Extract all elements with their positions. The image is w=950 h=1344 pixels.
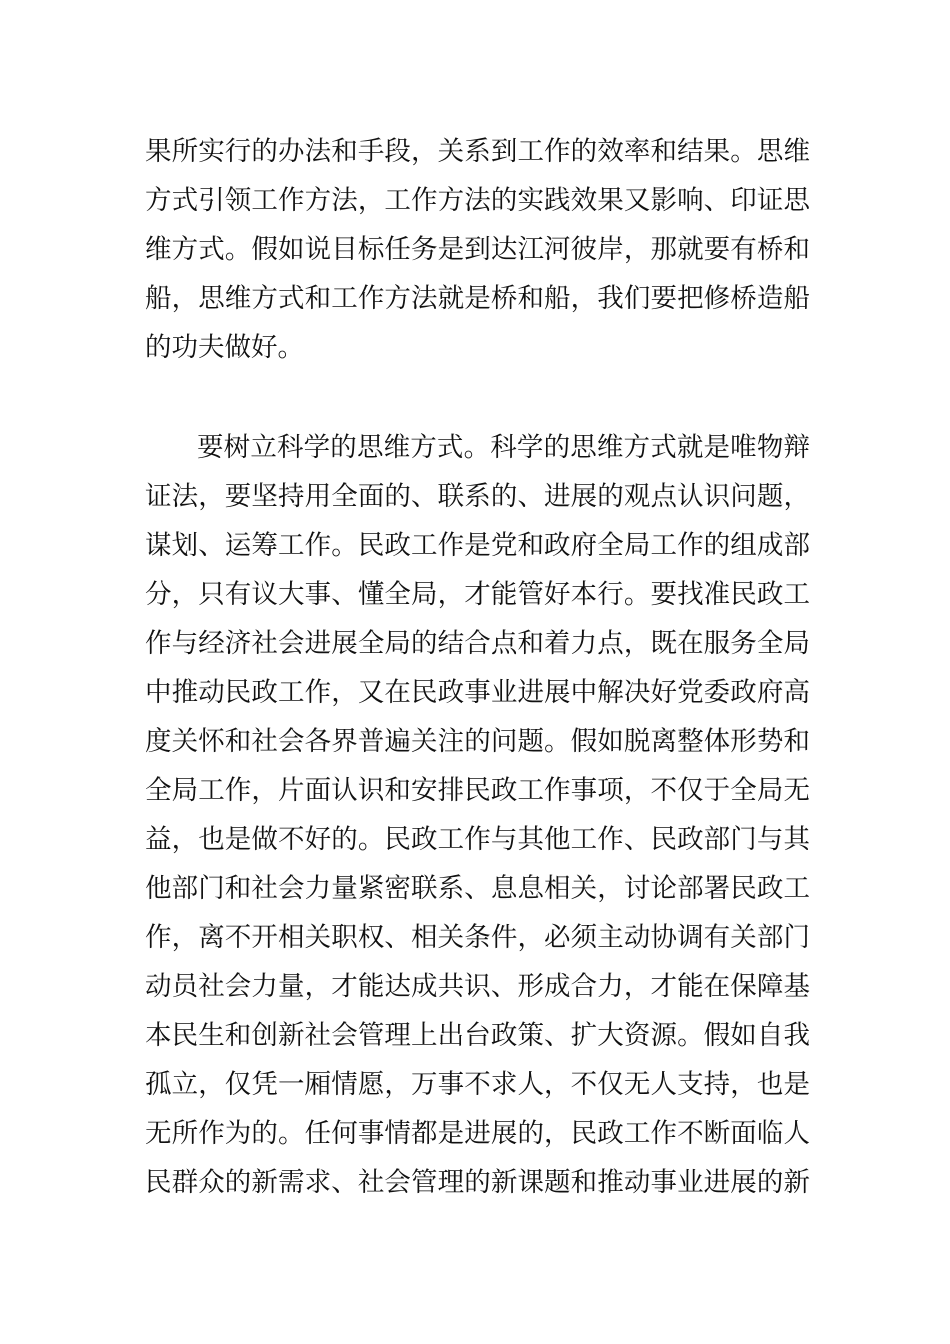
text-line: 他部门和社会力量紧密联系、息息相关，讨论部署民政工 [145, 873, 810, 904]
text-line: 无所作为的。任何事情都是进展的，民政工作不断面临人 [145, 1118, 810, 1149]
text-line: 本民生和创新社会管理上出台政策、扩大资源。假如自我 [145, 1020, 810, 1051]
text-line: 分，只有议大事、懂全局，才能管好本行。要找准民政工 [145, 579, 810, 610]
text-line: 方式引领工作方法，工作方法的实践效果又影响、印证思 [145, 185, 810, 216]
text-line: 的功夫做好。 [145, 332, 304, 363]
text-line: 要树立科学的思维方式。科学的思维方式就是唯物辩 [197, 432, 810, 463]
text-line: 作，离不开相关职权、相关条件，必须主动协调有关部门 [145, 922, 810, 953]
text-line: 谋划、运筹工作。民政工作是党和政府全局工作的组成部 [145, 530, 810, 561]
text-line: 动员社会力量，才能达成共识、形成合力，才能在保障基 [145, 971, 810, 1002]
text-line: 民群众的新需求、社会管理的新课题和推动事业进展的新 [145, 1167, 810, 1198]
text-line: 作与经济社会进展全局的结合点和着力点，既在服务全局 [145, 628, 810, 659]
text-line: 全局工作，片面认识和安排民政工作事项，不仅于全局无 [145, 775, 810, 806]
text-line: 果所实行的办法和手段，关系到工作的效率和结果。思维 [145, 136, 810, 167]
text-line: 孤立，仅凭一厢情愿，万事不求人，不仅无人支持，也是 [145, 1069, 810, 1100]
text-line: 中推动民政工作，又在民政事业进展中解决好党委政府高 [145, 677, 810, 708]
text-line: 度关怀和社会各界普遍关注的问题。假如脱离整体形势和 [145, 726, 810, 757]
text-line: 船，思维方式和工作方法就是桥和船，我们要把修桥造船 [145, 283, 810, 314]
text-line: 益，也是做不好的。民政工作与其他工作、民政部门与其 [145, 824, 810, 855]
text-line: 证法，要坚持用全面的、联系的、进展的观点认识问题， [145, 481, 810, 512]
text-line: 维方式。假如说目标任务是到达江河彼岸，那就要有桥和 [145, 234, 810, 265]
